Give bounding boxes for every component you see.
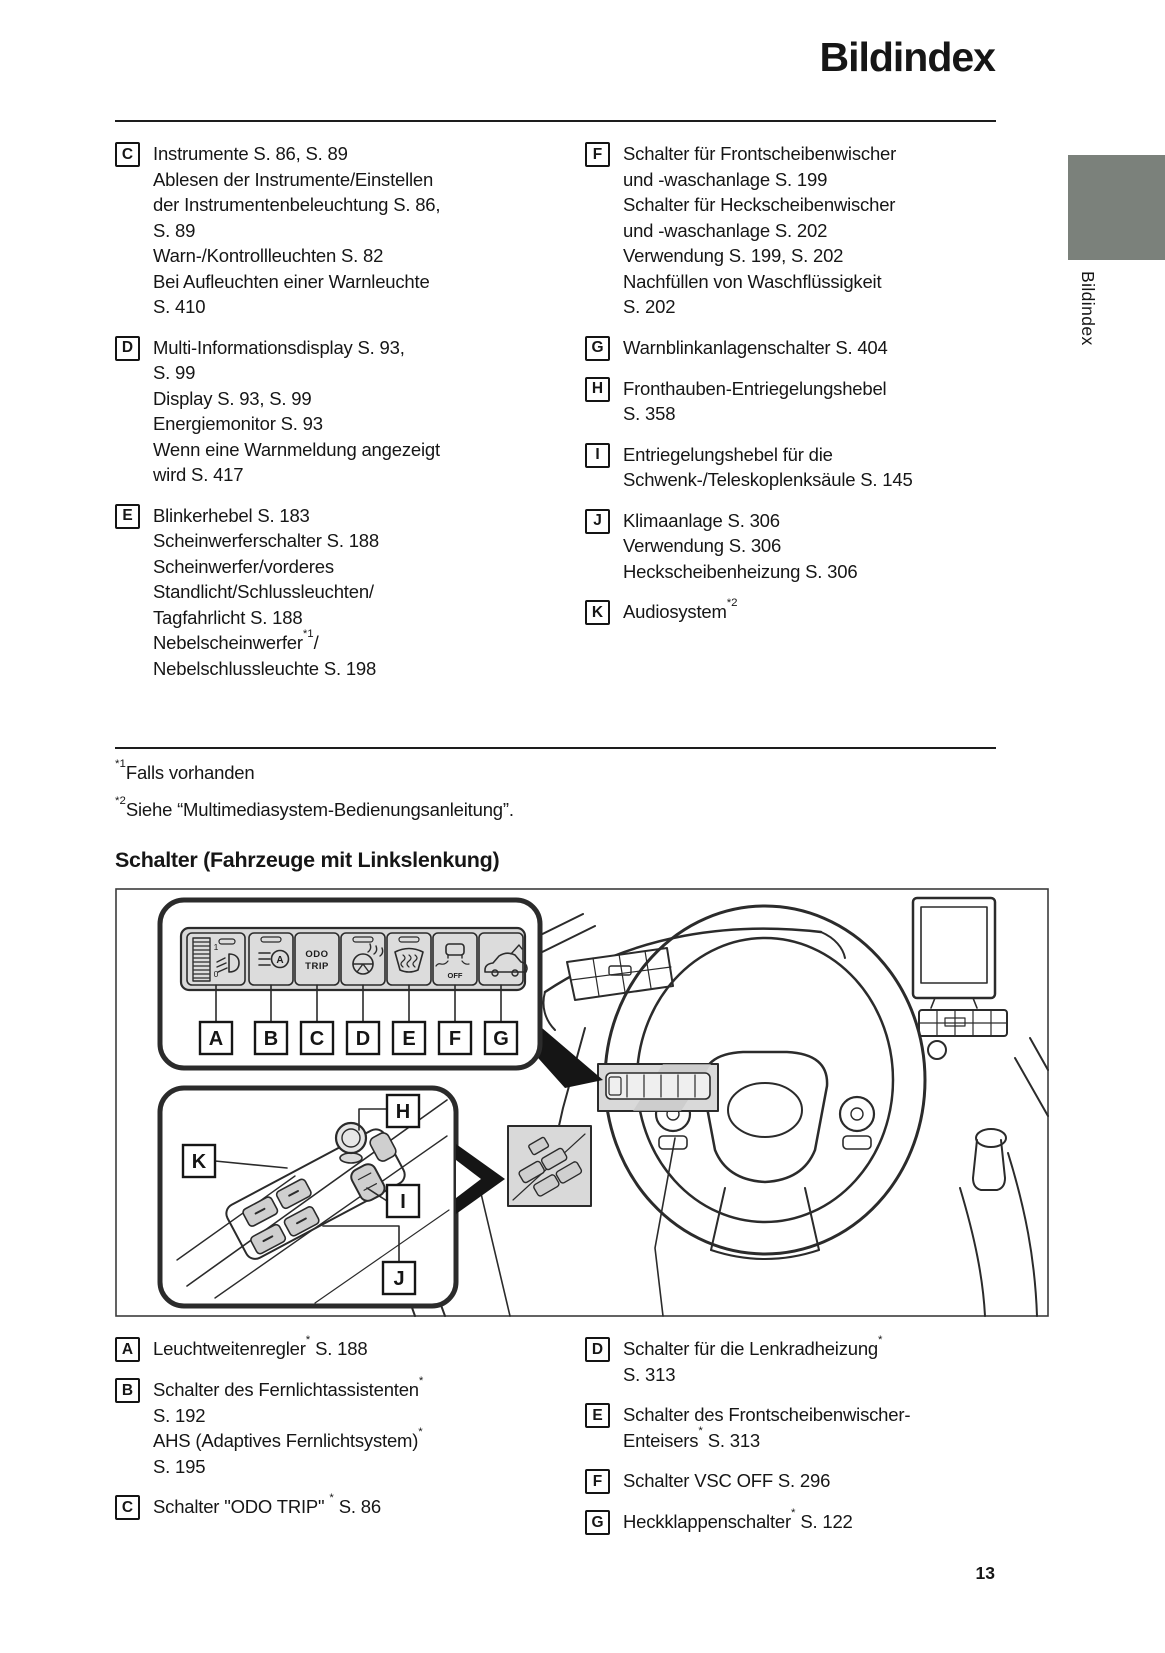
item-line: wird S. 417 — [153, 464, 244, 485]
superscript-marker: * — [418, 1374, 424, 1387]
item-key-box: E — [585, 1403, 610, 1428]
item-line: Blinkerhebel S. 183 — [153, 504, 310, 526]
svg-text:D: D — [355, 1028, 371, 1050]
svg-text:ODO: ODO — [305, 949, 329, 960]
callout-H — [387, 1095, 419, 1127]
callout-G — [485, 1022, 517, 1054]
item-line: S. 410 — [153, 296, 206, 317]
svg-text:K: K — [191, 1151, 207, 1173]
footnotes — [115, 757, 514, 834]
svg-text:OFF: OFF — [447, 971, 463, 980]
index-item-G — [585, 1506, 1000, 1535]
page-number: 13 — [975, 1563, 995, 1583]
index-bottom-left-column — [115, 1333, 563, 1550]
auto-high-beam-switch — [249, 933, 293, 985]
item-line: Enteisers* S. 313 — [623, 1425, 761, 1451]
callout-C — [301, 1022, 333, 1054]
item-line: Schalter VSC OFF S. 296 — [623, 1470, 831, 1491]
item-line: Warnblinkanlagenschalter S. 404 — [623, 336, 888, 358]
item-line: Nachfüllen von Waschflüssigkeit — [623, 270, 882, 292]
item-key-box: D — [115, 336, 140, 361]
superscript-marker: * — [790, 1506, 796, 1519]
item-key-box: B — [115, 1378, 140, 1403]
callout-D — [347, 1022, 379, 1054]
superscript-marker: *1 — [115, 757, 126, 770]
item-line: Schalter des Fernlichtassistenten* — [153, 1374, 424, 1400]
svg-text:G: G — [493, 1028, 509, 1050]
item-text — [153, 503, 379, 682]
item-line: Warn-/Kontrollleuchten S. 82 — [153, 245, 384, 266]
middle-rule — [115, 747, 996, 749]
item-line: Fronthauben-Entriegelungshebel — [623, 377, 887, 399]
chapter-tab-label: Bildindex — [1078, 271, 1098, 346]
svg-text:TRIP: TRIP — [305, 961, 329, 972]
item-key-box: E — [115, 504, 140, 529]
item-text — [153, 1491, 381, 1520]
svg-text:A: A — [276, 955, 284, 966]
item-text — [153, 141, 440, 320]
item-line: der Instrumentenbeleuchtung S. 86, — [153, 194, 441, 215]
item-line: Bei Aufleuchten einer Warnleuchte — [153, 270, 430, 292]
highlight-switch-panel — [598, 1064, 718, 1111]
item-key-box: F — [585, 142, 610, 167]
item-line: Wenn eine Warnmeldung angezeigt — [153, 438, 440, 460]
item-key-box: I — [585, 443, 610, 468]
item-line: Nebelschlussleuchte S. 198 — [153, 657, 377, 679]
section-heading: Schalter (Fahrzeuge mit Linkslenkung) — [115, 848, 500, 872]
index-item-D — [115, 335, 563, 488]
item-key-box: C — [115, 142, 140, 167]
index-item-D — [585, 1333, 1000, 1387]
item-line: Klimaanlage S. 306 — [623, 509, 780, 531]
index-item-B — [115, 1374, 563, 1479]
item-line: Verwendung S. 199, S. 202 — [623, 245, 844, 266]
index-top-right-column — [585, 141, 1000, 696]
item-key-box: K — [585, 600, 610, 625]
svg-text:H: H — [395, 1101, 411, 1123]
vsc-off-switch — [433, 933, 477, 985]
index-item-C — [115, 141, 563, 320]
superscript-marker: * — [329, 1491, 334, 1504]
item-text — [623, 1468, 830, 1494]
index-item-E — [585, 1402, 1000, 1453]
callout-E — [393, 1022, 425, 1054]
door-inset — [160, 1088, 505, 1306]
index-item-A — [115, 1333, 563, 1362]
item-key-box: J — [585, 509, 610, 534]
item-line: S. 192 — [153, 1404, 206, 1426]
item-line: Heckscheibenheizung S. 306 — [623, 560, 858, 582]
item-line: Heckklappenschalter* S. 122 — [623, 1506, 853, 1532]
item-line: Verwendung S. 306 — [623, 535, 782, 556]
index-item-F — [585, 141, 1000, 320]
item-line: Display S. 93, S. 99 — [153, 387, 312, 409]
item-line: S. 99 — [153, 362, 196, 383]
superscript-marker: *1 — [302, 627, 314, 640]
superscript-marker: * — [418, 1425, 423, 1438]
item-line: Schalter für Frontscheibenwischer — [623, 143, 897, 164]
item-line: Energiemonitor S. 93 — [153, 413, 323, 434]
item-line: und -waschanlage S. 199 — [623, 168, 828, 190]
svg-text:I: I — [400, 1191, 406, 1213]
item-line: Multi-Informationsdisplay S. 93, — [153, 336, 405, 358]
item-line: Instrumente S. 86, S. 89 — [153, 143, 348, 164]
item-text — [623, 1333, 883, 1387]
index-item-H — [585, 376, 1000, 427]
footnote: $^{*1}$Falls vorhanden — [115, 757, 255, 783]
svg-text:J: J — [393, 1268, 405, 1290]
superscript-marker: * — [698, 1425, 703, 1438]
item-line: Nebelscheinwerfer$^{*1}$/ — [153, 627, 319, 653]
dial-mark-0: 0 — [213, 969, 219, 979]
item-text — [623, 1402, 910, 1453]
item-text — [153, 335, 440, 488]
svg-text:F: F — [448, 1028, 462, 1050]
item-line: Schalter für Heckscheibenwischer — [623, 194, 896, 215]
item-text — [153, 1333, 368, 1362]
top-rule — [115, 120, 996, 122]
defroster-switch — [387, 933, 431, 985]
chapter-tab — [1068, 155, 1165, 260]
item-line: Tagfahrlicht S. 188 — [153, 606, 303, 628]
item-line: Entriegelungshebel für die — [623, 443, 833, 465]
item-line: Schwenk-/Teleskoplenksäule S. 145 — [623, 469, 913, 490]
item-line: Schalter des Frontscheibenwischer- — [623, 1404, 911, 1425]
image-index-top — [115, 141, 1020, 696]
index-bottom-right-column — [585, 1333, 1000, 1550]
item-line: Audiosystem$^{*2}$ — [623, 596, 738, 622]
callout-K — [183, 1145, 215, 1177]
item-line: Schalter für die Lenkradheizung* — [623, 1333, 883, 1359]
item-line: und -waschanlage S. 202 — [623, 219, 828, 241]
switch-diagram — [115, 888, 1049, 1317]
headlight-leveling-switch — [187, 933, 245, 985]
index-item-F — [585, 1468, 1000, 1494]
index-item-J — [585, 508, 1000, 585]
item-text — [623, 596, 738, 625]
item-text — [623, 442, 913, 493]
svg-text:E: E — [402, 1028, 416, 1050]
superscript-marker: *2 — [726, 596, 738, 609]
page-title: Bildindex — [819, 34, 995, 80]
item-key-box: A — [115, 1337, 140, 1362]
steering-heater-switch — [341, 933, 385, 985]
item-line: Scheinwerferschalter S. 188 — [153, 530, 379, 551]
item-text — [623, 376, 886, 427]
item-line: S. 313 — [623, 1363, 676, 1385]
item-key-box: D — [585, 1337, 610, 1362]
item-key-box: F — [585, 1469, 610, 1494]
svg-text:B: B — [263, 1028, 279, 1050]
item-key-box: G — [585, 336, 610, 361]
callout-F — [439, 1022, 471, 1054]
index-item-G — [585, 335, 1000, 361]
footnote: $^{*2}$Siehe “Multimediasystem-Bedienungsanleitung”. — [115, 794, 514, 820]
superscript-marker: *2 — [115, 794, 126, 807]
image-index-bottom — [115, 1333, 1020, 1550]
item-text — [623, 141, 896, 320]
svg-text:C: C — [309, 1028, 325, 1050]
dial-mark-1: 1 — [213, 942, 219, 952]
superscript-marker: * — [878, 1333, 883, 1346]
callout-A — [200, 1022, 232, 1054]
item-line: Leuchtweitenregler* S. 188 — [153, 1333, 368, 1359]
callout-B — [255, 1022, 287, 1054]
item-line: AHS (Adaptives Fernlichtsystem)* — [153, 1425, 423, 1451]
item-line: Standlicht/Schlussleuchten/ — [153, 581, 374, 602]
index-item-E — [115, 503, 563, 682]
multimedia-display — [913, 898, 995, 1008]
item-line: Schalter "ODO TRIP" * S. 86 — [153, 1491, 381, 1517]
switch-panel-inset — [160, 900, 540, 1068]
callout-I — [387, 1185, 419, 1217]
highlight-window-switches — [508, 1126, 591, 1206]
superscript-marker: * — [305, 1333, 311, 1346]
mirror-control-knob — [336, 1123, 366, 1163]
item-line: S. 195 — [153, 1455, 206, 1477]
item-text — [623, 335, 888, 361]
index-item-I — [585, 442, 1000, 493]
index-item-K — [585, 596, 1000, 625]
item-line: S. 358 — [623, 403, 676, 424]
item-key-box: H — [585, 377, 610, 402]
item-line: S. 89 — [153, 219, 196, 241]
tailgate-switch — [479, 933, 527, 985]
item-text — [153, 1374, 424, 1479]
item-text — [623, 1506, 853, 1535]
index-top-left-column — [115, 141, 563, 696]
item-text — [623, 508, 857, 585]
item-line: Scheinwerfer/vorderes — [153, 555, 334, 577]
item-key-box: C — [115, 1495, 140, 1520]
index-item-C — [115, 1491, 563, 1520]
item-line: S. 202 — [623, 296, 676, 317]
callout-J — [383, 1262, 415, 1294]
dashboard-illustration — [115, 888, 1049, 1317]
item-key-box: G — [585, 1510, 610, 1535]
item-line: Ablesen der Instrumente/Einstellen — [153, 168, 434, 190]
svg-text:A: A — [208, 1028, 224, 1050]
odo-trip-switch — [295, 933, 339, 985]
